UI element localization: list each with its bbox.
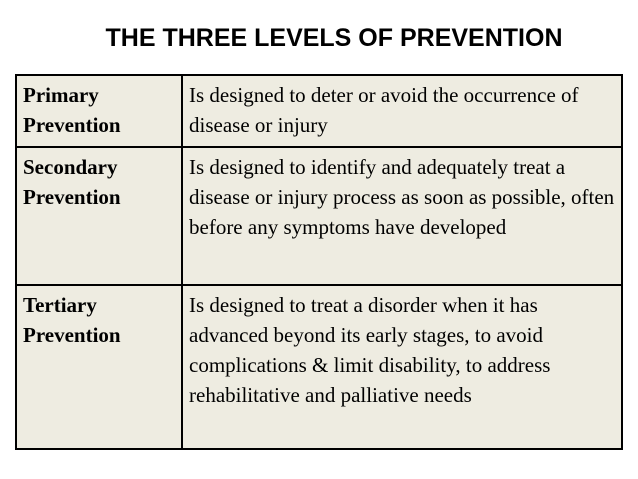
table-row xyxy=(16,285,622,449)
table-row xyxy=(16,147,622,285)
level-name-cell: Primary Prevention xyxy=(16,75,182,147)
level-name-cell: Tertiary Prevention xyxy=(16,285,182,449)
level-description-cell: Is designed to treat a disorder when it has advanced beyond its early stages, to avoid complications & limit disability, to address rehabilitative and palliative needs xyxy=(182,285,622,449)
table-row xyxy=(16,75,622,147)
prevention-levels-table xyxy=(15,74,623,450)
page-title: THE THREE LEVELS OF PREVENTION xyxy=(105,24,563,52)
level-description-cell: Is designed to identify and adequately treat a disease or injury process as soon as possible, often before any symptoms have developed xyxy=(182,147,622,285)
level-description-cell: Is designed to deter or avoid the occurrence of disease or injury xyxy=(182,75,622,147)
level-name-cell: Secondary Prevention xyxy=(16,147,182,285)
